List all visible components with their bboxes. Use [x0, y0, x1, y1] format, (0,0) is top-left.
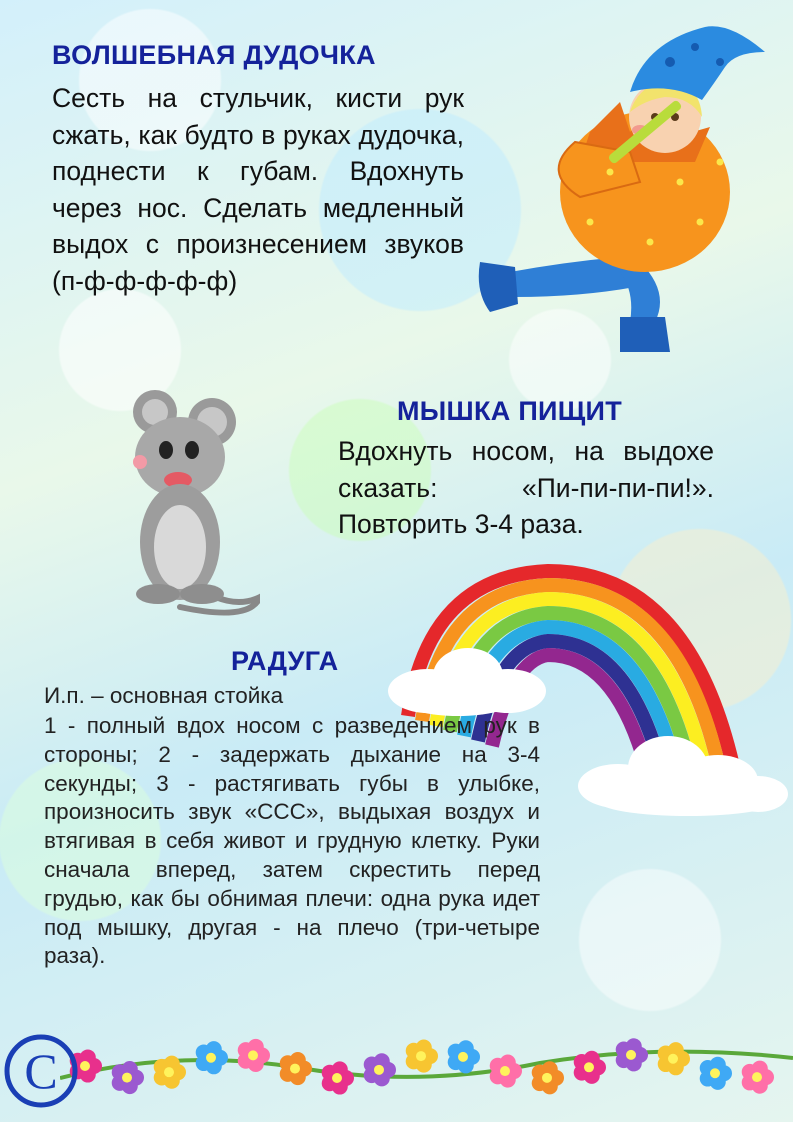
flower-icon [616, 1038, 648, 1071]
flower-icon [448, 1040, 480, 1073]
flower-icon [700, 1057, 732, 1090]
flower-icon [322, 1061, 354, 1094]
flower-icon [406, 1040, 438, 1073]
title-raduga: РАДУГА [231, 646, 339, 676]
flower-icon [112, 1061, 144, 1094]
mouse-illustration [100, 382, 260, 622]
flower-icon [364, 1053, 396, 1086]
copyright-symbol: С [24, 1043, 58, 1099]
flower-icon [280, 1052, 312, 1085]
flower-icon [532, 1061, 564, 1094]
gnome-boot-right [620, 317, 670, 352]
title-myshka: МЫШКА ПИЩИТ [397, 396, 623, 426]
text-raduga: 1 - полный вдох носом с разведением рук в стороны; 2 - задержать дыхание на 3-4 секунды; 3 - растягивать губы в улыбке, произносить звук «ССС», выдыхая воздух и втягивая в себя живот и грудную клетку. Руки сначала вперед, затем скрестить перед грудью, как бы обнимая плечи: одна рука идет под мышку, другая - на плечо (три-четыре раза). [44, 713, 540, 969]
flower-icon [238, 1039, 270, 1072]
gnome-illustration [470, 22, 790, 358]
flower-icon [196, 1041, 228, 1074]
flower-icon [742, 1061, 774, 1094]
cloud-right [578, 736, 788, 816]
text-raduga-lead: И.п. – основная стойка [44, 683, 284, 708]
flower-garland [60, 1018, 793, 1118]
flower-icon [658, 1042, 690, 1075]
title-dudochka: ВОЛШЕБНАЯ ДУДОЧКА [52, 40, 376, 70]
copyright-mark [3, 1033, 79, 1109]
gnome-boot-left [479, 262, 518, 312]
text-myshka: Вдохнуть носом, на выдохе сказать: «Пи-пи-пи-пи!». Повторить 3-4 раза. [338, 436, 714, 539]
flower-icon [490, 1054, 522, 1087]
text-dudochka: Сесть на стульчик, кисти рук сжать, как будто в руках дудочка, поднести к губам. Вдохнуть через нос. Сделать медленный выдох с произнесением звуков (п-ф-ф-ф-ф-ф) [52, 83, 464, 296]
